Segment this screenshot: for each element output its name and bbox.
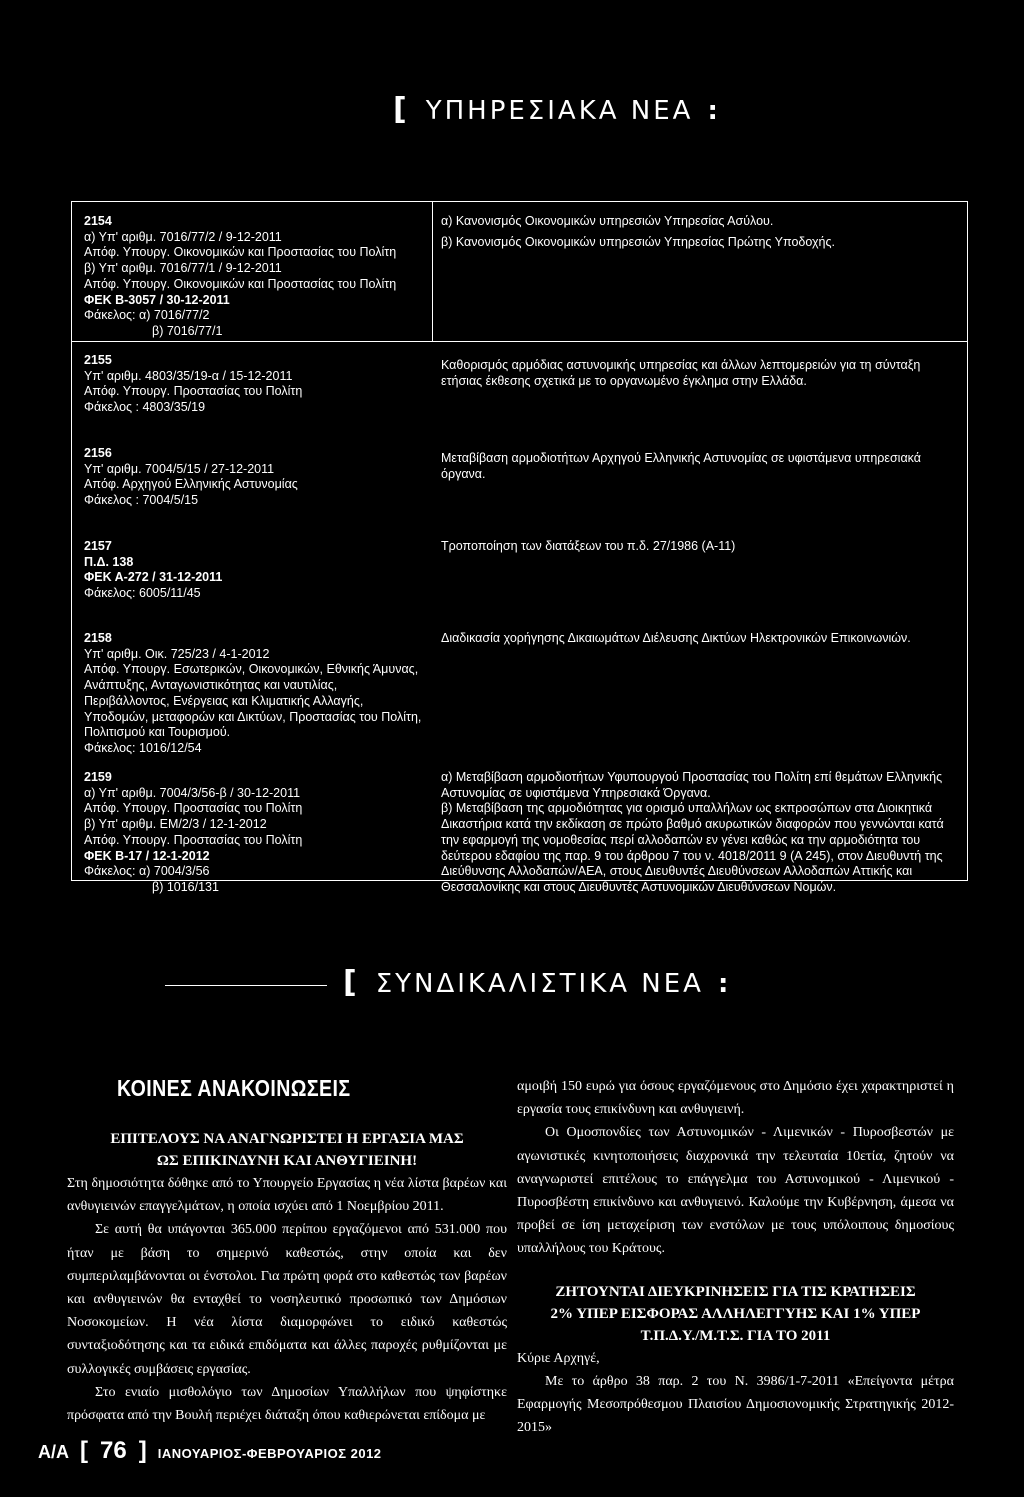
entry-right-2154: α) Κανονισμός Οικονομικών υπηρεσιών Υπηρεσίας Ασύλου. β) Κανονισμός Οικονομικών υπηρεσιών Υπηρεσίας Πρώτης Υποδοχής. [441, 214, 836, 249]
footer-label: Α/Α [38, 1442, 69, 1462]
article-right-column [517, 1075, 954, 1439]
page-footer: Α/Α [ 76 ] ΙΑΝΟΥΑΡΙΟΣ-ΦΕΒΡΟΥΑΡΙΟΣ 2012 [38, 1437, 382, 1464]
entry-right-2159: α) Μεταβίβαση αρμοδιοτήτων Υφυπουργού Προστασίας του Πολίτη επί θεμάτων Ελληνικής Αστυνομίας σε υφιστάμενα Υπηρεσιακά Όργανα. β) Μεταβίβαση της αρμοδιότητας για ορισμό υπαλλήλων ως εκπροσώπων στα Διοικητικά Δικαστήρια κατά την εκδίκαση σε πρώτο βαθμό ακυρωτικών διαφορών που γεννώνται κατά την εφαρμογή της νομοθεσίας περί αλλοδαπών εν γένει καθώς κα την αρμοδιότητα του δεύτερου εδαφίου της παρ. 9 του άρθρου 7 του ν. 4018/2011 9 (Α 245), στον Διευθυντή της Διεύθυνσης Αλλοδαπών/ΑΕΑ, στους Διευθυντές Διευθύνσεων Αλλοδαπών Αττικής και Θεσσαλονίκης και στους Διευθυντές Αστυνομικών Διευθύνσεων Νομών. [441, 770, 944, 894]
spacer [517, 1261, 954, 1281]
salutation: Κύριε Αρχηγέ, [517, 1350, 600, 1366]
request-heading-3: Τ.Π.Δ.Υ./Μ.Τ.Σ. ΓΙΑ ΤΟ 2011 [640, 1327, 831, 1344]
article-heading: ΚΟΙΝΕΣ ΑΝΑΚΟΙΝΩΣΕΙΣ [117, 1075, 351, 1101]
entry-left-2158: 2158 Υπ' αριθμ. Οικ. 725/23 / 4-1-2012 Απόφ. Υπουργ. Εσωτερικών, Οικονομικών, Εθνικής Άμυνας, Ανάπτυξης, Ανταγωνιστικότητας και ναυτιλίας, Περιβάλλοντος, Ενέργειας και Κλιματικής Αλλαγής, Υποδομών, μεταφορών και Δικτύων, Προστασίας του Πολίτη, Πολιτισμού και Τουρισμού. Φάκελος: 1016/12/54 [84, 631, 422, 755]
request-heading-2: 2% ΥΠΕΡ ΕΙΣΦΟΡΑΣ ΑΛΛΗΛΕΓΓΥΗΣ ΚΑΙ 1% ΥΠΕΡ [550, 1305, 921, 1322]
services-table [71, 201, 968, 894]
article-subheading-1: ΕΠΙΤΕΛΟΥΣ ΝΑ ΑΝΑΓΝΩΡΙΣΤΕΙ Η ΕΡΓΑΣΙΑ ΜΑΣ [110, 1131, 464, 1147]
services-title-text: ΥΠΗΡΕΣΙΑΚΑ ΝΕΑ [425, 96, 694, 126]
services-section-title: [ ΥΠΗΡΕΣΙΑΚΑ ΝΕΑ : [393, 92, 721, 127]
entry-left-2159: 2159 α) Υπ' αριθμ. 7004/3/56-β / 30-12-2011 Απόφ. Υπουργ. Προστασίας του Πολίτη β) Υπ' αριθμ. ΕΜ/2/3 / 12-1-2012 Απόφ. Υπουργ. Προστασίας του Πολίτη ΦΕΚ Β-17 / 12-1-2012 Φάκελος: α) 7004/3/56 β) 1016/131 [84, 770, 303, 894]
article-paragraph: Σε αυτή θα υπάγονται 365.000 περίπου εργαζόμενοι από 531.000 που ήταν με βάση το σημερινό καθεστώς, στην οποία και δεν συμπεριλαμβάνονται οι ένστολοι. Για πρώτη φορά στο καθεστώς των βαρέων και ανθυγιεινών θα ενταχθεί το νοσηλευτικό προσωπικό των Δημόσιων Νοσοκομείων. Η νέα λίστα διαμορφώνει το ειδικό καθεστώς συνταξιοδότησης και τα ειδικά επιδόματα και άλλες παροχές ρυθμίζονται με συλλογικές συμβάσεις εργασίας. [67, 1222, 507, 1377]
article-paragraph: Με το άρθρο 38 παρ. 2 του Ν. 3986/1-7-2011 «Επείγοντα μέτρα Εφαρμογής Μεσοπρόθεσμου Πλαισίου Δημοσιονομικής Στρατηγικής 2012-2015» [517, 1373, 954, 1436]
article-paragraph: αμοιβή 150 ευρώ για όσους εργαζόμενους στο Δημόσιο έχει χαρακτηριστεί η εργασία τους επικίνδυνη και ανθυγιεινή. [517, 1079, 954, 1118]
entry-number: 2154 [84, 214, 112, 228]
entry-left-2157: 2157 Π.Δ. 138 ΦΕΚ Α-272 / 31-12-2011 Φάκελος: 6005/11/45 [84, 539, 223, 601]
table-column-divider [432, 202, 433, 341]
article-paragraph: Οι Ομοσπονδίες των Αστυνομικών - Λιμενικών - Πυροσβεστών με αγωνιστικές κινητοποιήσεις διαχρονικά την τελευταία 10ετία, ζητούν να αναγνωριστεί επιτέλους το επάγγελμα του Αστυνομικού - Λιμενικού - Πυροσβέστη επικίνδυνο και ανθυγιεινό. Καλούμε την Κυβέρνηση, άμεσα να προβεί σε ίση μεταχείριση των ενστόλων με τους υπόλοιπους δημοσίους υπαλλήλους του Κράτους. [517, 1125, 954, 1257]
issue-date: ΙΑΝΟΥΑΡΙΟΣ-ΦΕΒΡΟΥΑΡΙΟΣ 2012 [157, 1446, 382, 1461]
entry-right-2156: Μεταβίβαση αρμοδιοτήτων Αρχηγού Ελληνικής Αστυνομίας σε υφιστάμενα υπηρεσιακά όργανα. [441, 451, 922, 481]
entry-right-2158: Διαδικασία χορήγησης Δικαιωμάτων Διέλευσης Δικτύων Ηλεκτρονικών Επικοινωνιών. [441, 631, 911, 645]
entry-left-2156: 2156 Υπ' αριθμ. 7004/5/15 / 27-12-2011 Απόφ. Αρχηγού Ελληνικής Αστυνομίας Φάκελος : 7004/5/15 [84, 446, 298, 508]
page-number: 76 [100, 1437, 127, 1464]
table-divider [72, 341, 967, 342]
union-heading-rule [165, 985, 327, 986]
article-left-column [67, 1075, 507, 1427]
entry-right-2155: Καθορισμός αρμόδιας αστυνομικής υπηρεσίας και άλλων λεπτομερειών για τη σύνταξη ετήσιας έκθεσης σχετικά με το οργανωμένο έγκλημα στην Ελλάδα. [441, 358, 921, 388]
article-subheading-2: ΩΣ ΕΠΙΚΙΝΔΥΝΗ ΚΑΙ ΑΝΘΥΓΙΕΙΝΗ! [156, 1153, 418, 1169]
entry-left-2154: 2154 α) Υπ' αριθμ. 7016/77/2 / 9-12-2011 Απόφ. Υπουργ. Οικονομικών και Προστασίας του Πολίτη β) Υπ' αριθμ. 7016/77/1 / 9-12-2011 Απόφ. Υπουργ. Οικονομικών και Προστασίας του Πολίτη ΦΕΚ Β-3057 / 30-12-2011 Φάκελος: α) 7016/77/2 β) 7016/77/1 [84, 214, 424, 340]
entry-left-2155: 2155 Υπ' αριθμ. 4803/35/19-α / 15-12-2011 Απόφ. Υπουργ. Προστασίας του Πολίτη Φάκελος : 4803/35/19 [84, 353, 303, 415]
entry-right-2157: Τροποποίηση των διατάξεων του π.δ. 27/1986 (Α-11) [441, 539, 736, 553]
request-heading-1: ΖΗΤΟΥΝΤΑΙ ΔΙΕΥΚΡΙΝΗΣΕΙΣ ΓΙΑ ΤΙΣ ΚΡΑΤΗΣΕΙΣ [555, 1283, 916, 1300]
article-paragraph: Στο ενιαίο μισθολόγιο των Δημοσίων Υπαλλήλων που ψηφίστηκε πρόσφατα από την Βουλή περιέχει διάταξη όπου καθιερώνεται επίδομα με [67, 1384, 507, 1424]
union-title-text: ΣΥΝΔΙΚΑΛΙΣΤΙΚΑ ΝΕΑ [375, 969, 704, 999]
article-paragraph: Στη δημοσιότητα δόθηκε από το Υπουργείο Εργασίας η νέα λίστα βαρέων και ανθυγιεινών επαγγελμάτων, η οποία ισχύει από 1 Νοεμβρίου 2011. [67, 1176, 507, 1215]
union-section-title: [ ΣΥΝΔΙΚΑΛΙΣΤΙΚΑ ΝΕΑ : [343, 965, 732, 1000]
